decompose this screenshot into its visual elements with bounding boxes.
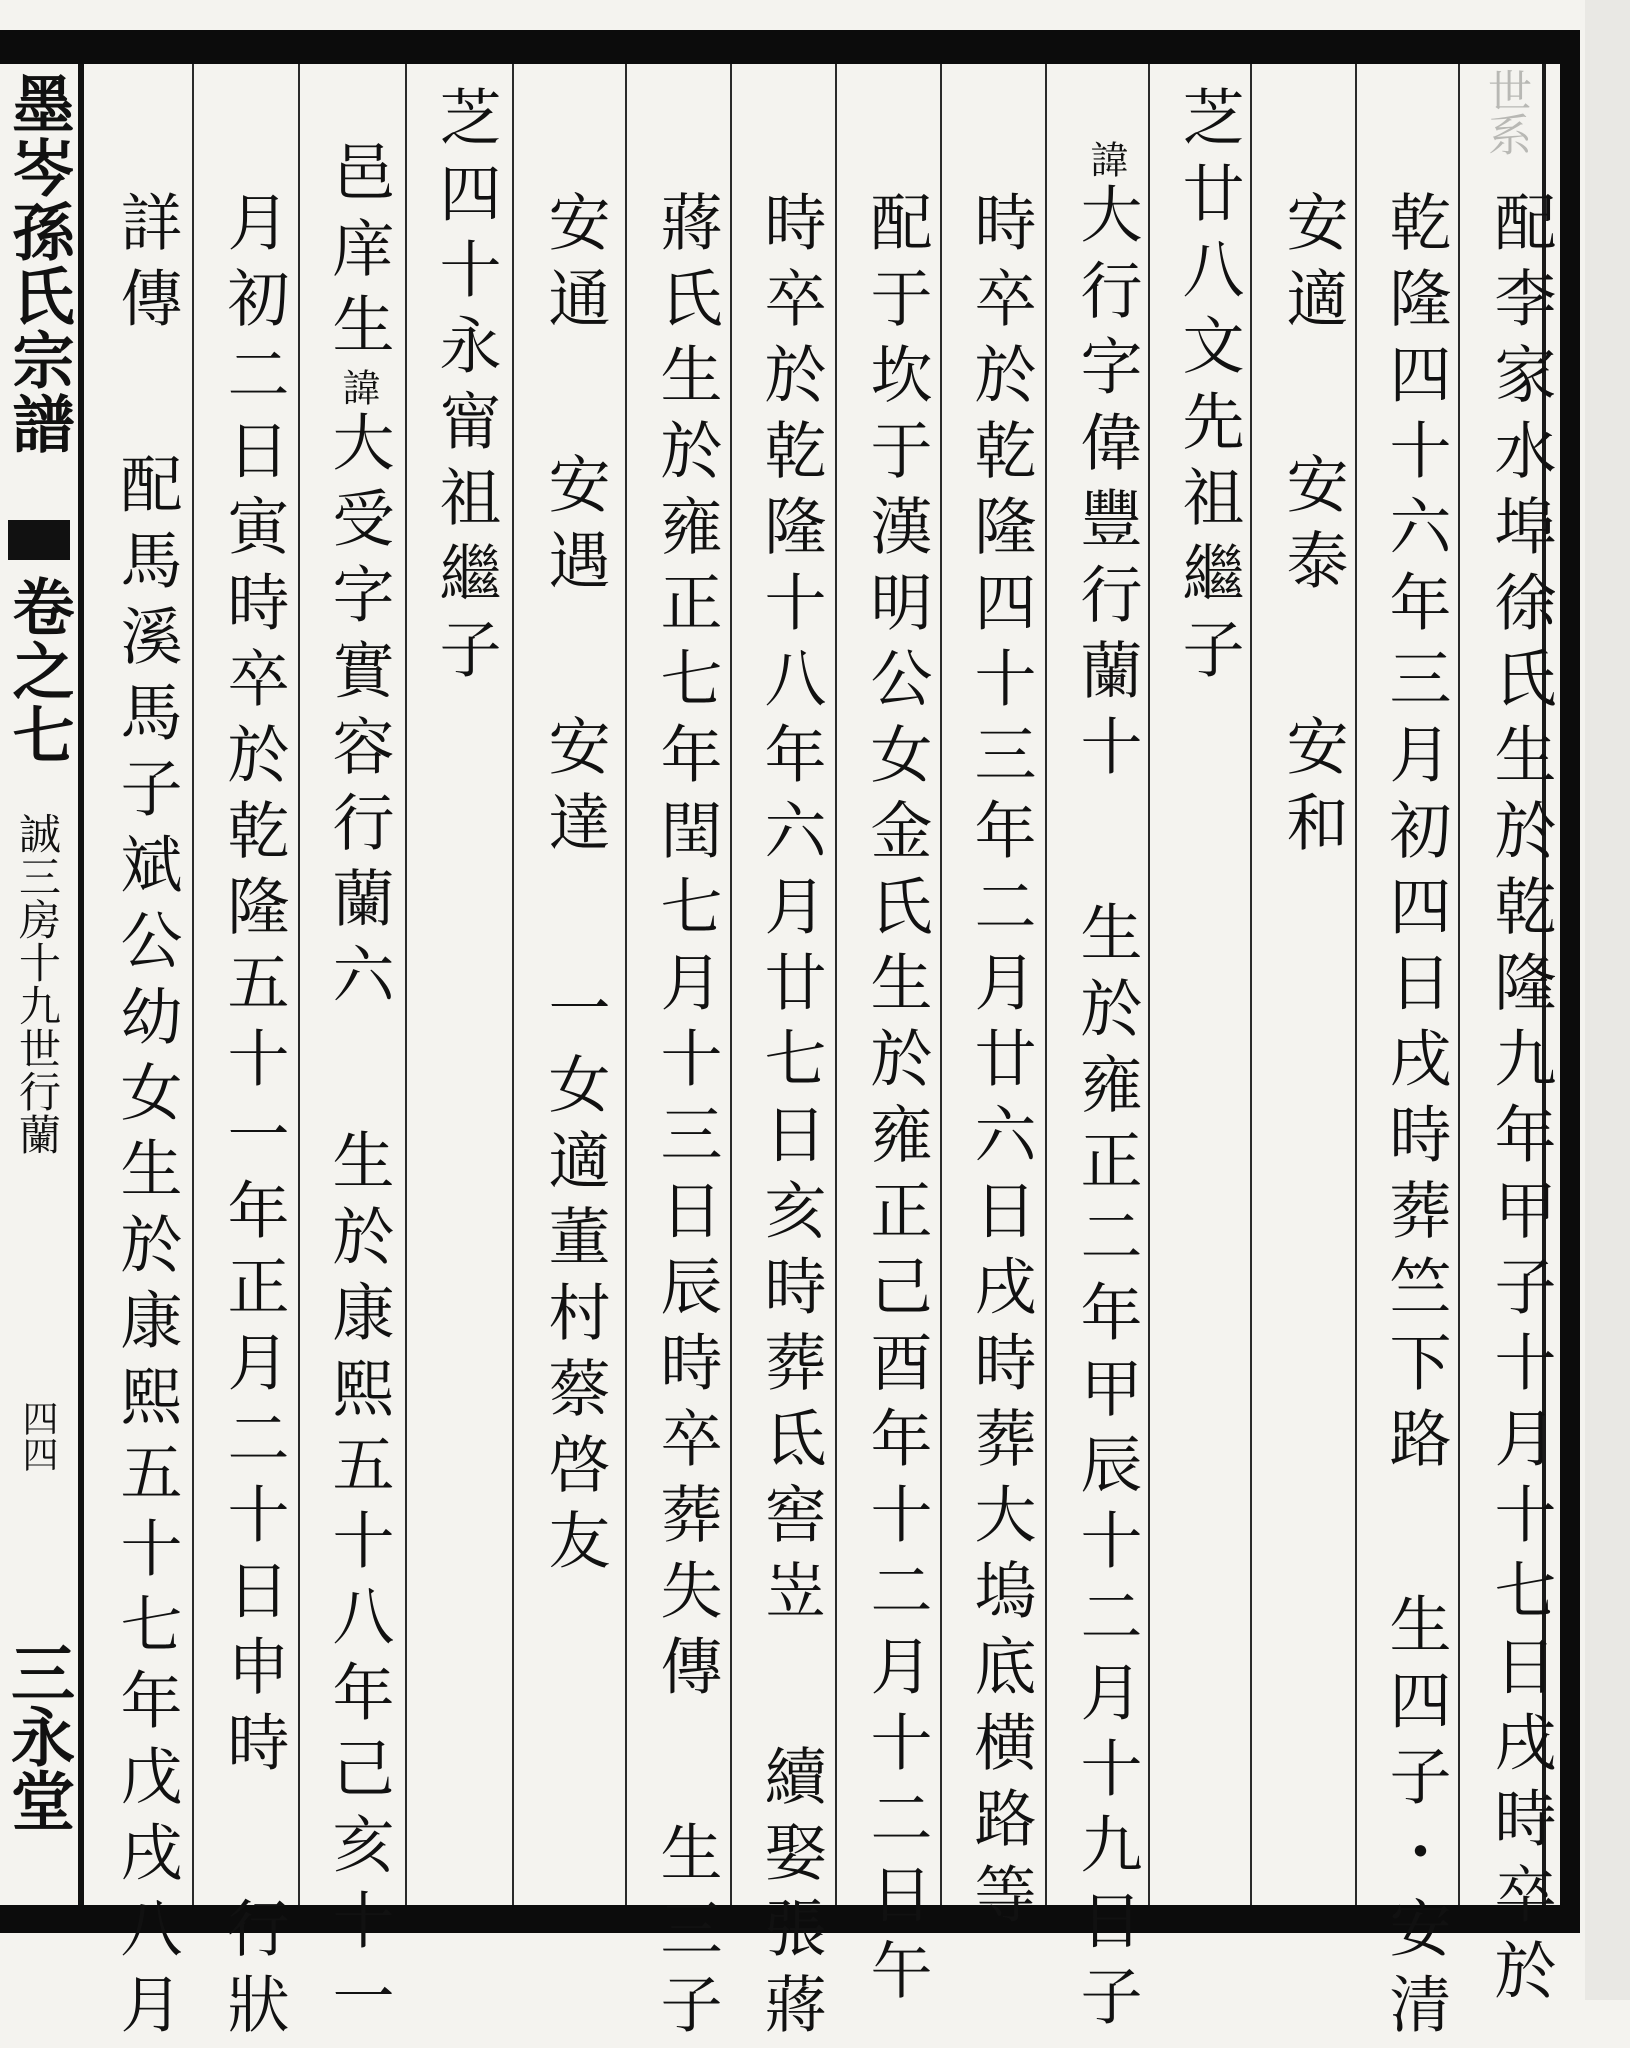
person-name: 安適 [1276,190,1349,342]
person-name: 安遇 [538,452,611,604]
text-column-5 [1056,140,1156,2040]
text-column-14 [96,190,196,2048]
column-text: 配于坎于漢明公女金氏生於雍正己酉年十二月十二日午 [860,190,933,2014]
small-taboo-char: 諱 [336,368,380,410]
column-text: 配李家水埠徐氏生於乾隆九年甲子十月十七日戌時卒於 [1484,190,1557,2014]
column-text: 時卒於乾隆四十三年二月廿六日戌時葬大塢底横路等 [964,190,1037,1938]
column-text: 月初二日寅時卒於乾隆五十一年正月二十日申時 [217,190,290,1786]
book-title: 墨岑孫氏宗譜 [2,72,75,456]
column-text: 行狀 [217,1896,290,2048]
column-text: 大行字偉豐行蘭十 [1070,182,1143,790]
hall-name: 三永堂 [0,1640,75,1832]
column-text: 生於雍正二年甲辰十二月十九日子 [1070,900,1143,2040]
scan-margin [1585,0,1630,2000]
text-column-10 [524,190,624,1584]
column-text: 配馬溪馬子斌公幼女生於康熙五十七年戊戌八月 [110,452,183,2048]
text-column-11 [415,85,515,693]
text-column-13 [203,190,303,2048]
column-text: 乾隆四十六年三月初四日戌時葬竺下路 [1379,190,1452,1482]
person-name: 安和 [1276,714,1349,866]
text-column-8 [740,190,840,2048]
column-text: 續娶張蔣 [754,1744,827,2048]
column-text: 大受字實容行蘭六 [322,410,395,1018]
text-column-2 [1365,190,1465,2048]
column-text: 生三子 [650,1820,723,2048]
column-text: 一女適董村蔡啓友 [538,976,611,1584]
text-column-9 [636,190,736,2048]
column-text: 邑庠生 [322,140,395,368]
person-name: 安通 [538,190,611,342]
person-name: 安泰 [1276,452,1349,604]
page-frame-top [0,30,1580,64]
text-column-4 [1158,85,1258,693]
column-divider [625,64,627,1905]
column-text: 生於康熙五十八年己亥十一 [322,1128,395,2040]
spine-mark [8,520,70,560]
text-column-7 [846,190,946,2014]
header-ghost-text: 世系 [1480,68,1531,156]
small-taboo-char: 諱 [1084,140,1128,182]
column-text: 生四子・安清 [1379,1592,1452,2048]
person-name: 安達 [538,714,611,866]
column-text: 詳傳 [110,190,183,342]
column-text: 時卒於乾隆十八年六月廿七日亥時葬氐窖岦 [754,190,827,1634]
heading-text: 芝四十永甯祖繼子 [429,85,502,693]
section-label: 誠三房十九世行蘭 [13,812,62,1156]
heading-text: 芝廿八文先祖繼子 [1172,85,1245,693]
text-column-6 [950,190,1050,1938]
text-column-12 [308,140,408,2040]
text-column-1 [1470,190,1570,2014]
text-column-3 [1262,190,1362,866]
column-text: 蔣氏生於雍正七年閏七月十三日辰時卒葬失傳 [650,190,723,1710]
volume-label: 卷之七 [2,575,75,767]
page-number: 四四 [17,1400,58,1472]
